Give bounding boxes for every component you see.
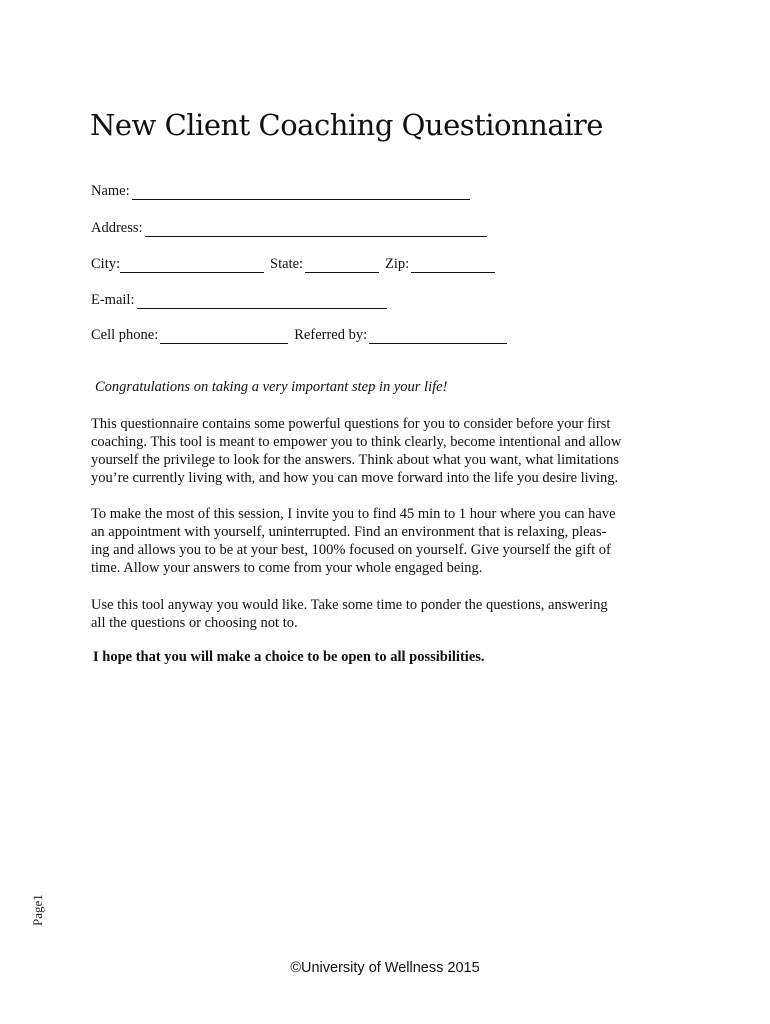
paragraph-line: Use this tool anyway you would like. Take some time to ponder the questions, answering [91, 597, 608, 613]
paragraph-line: To make the most of this session, I invite you to find 45 min to 1 hour where you can have [91, 506, 616, 522]
email-label: E-mail: [91, 292, 135, 308]
city-blank[interactable] [120, 260, 264, 273]
page-number-label: Page1 [30, 894, 45, 926]
address-blank[interactable] [145, 224, 487, 237]
paragraph-line: yourself the privilege to look for the answers. Think about what you want, what limitations [91, 452, 620, 468]
paragraph-line: ing and allows you to be at your best, 100% focused on yourself. Give yourself the gift of [91, 542, 611, 558]
congratulations-text: Congratulations on taking a very important step in your life! [95, 379, 448, 395]
paragraph-line: time. Allow your answers to come from your whole engaged being. [91, 560, 483, 576]
name-field-row [91, 183, 476, 200]
paragraph-usage [91, 596, 691, 632]
city-state-zip-row [91, 256, 501, 273]
cell-phone-label: Cell phone: [91, 327, 159, 343]
paragraph-session [91, 505, 691, 577]
address-field-row [91, 220, 493, 237]
state-label: State: [270, 256, 304, 272]
paragraph-line: you’re currently living with, and how you can move forward into the life you desire living. [91, 470, 619, 486]
zip-blank[interactable] [411, 260, 495, 273]
copyright-footer: ©University of Wellness 2015 [290, 960, 480, 976]
city-label: City: [91, 256, 121, 272]
address-label: Address: [91, 220, 143, 236]
referred-by-label: Referred by: [294, 327, 368, 343]
email-field-row [91, 292, 393, 309]
paragraph-intro [91, 415, 691, 487]
paragraph-line: all the questions or choosing not to. [91, 615, 298, 631]
zip-label: Zip: [385, 256, 410, 272]
paragraph-line: an appointment with yourself, uninterrupted. Find an environment that is relaxing, pleas- [91, 524, 607, 540]
referred-by-blank[interactable] [369, 331, 507, 344]
state-blank[interactable] [305, 260, 379, 273]
paragraph-line: coaching. This tool is meant to empower you to think clearly, become intentional and allow [91, 434, 622, 450]
phone-referral-row [91, 327, 513, 344]
paragraph-line: This questionnaire contains some powerful questions for you to consider before your first [91, 416, 611, 432]
name-label: Name: [91, 183, 130, 199]
cell-phone-blank[interactable] [160, 331, 288, 344]
email-blank[interactable] [137, 296, 387, 309]
name-blank[interactable] [132, 187, 470, 200]
document-title: New Client Coaching Questionnaire [90, 108, 603, 142]
closing-statement: I hope that you will make a choice to be open to all possibilities. [93, 649, 485, 665]
